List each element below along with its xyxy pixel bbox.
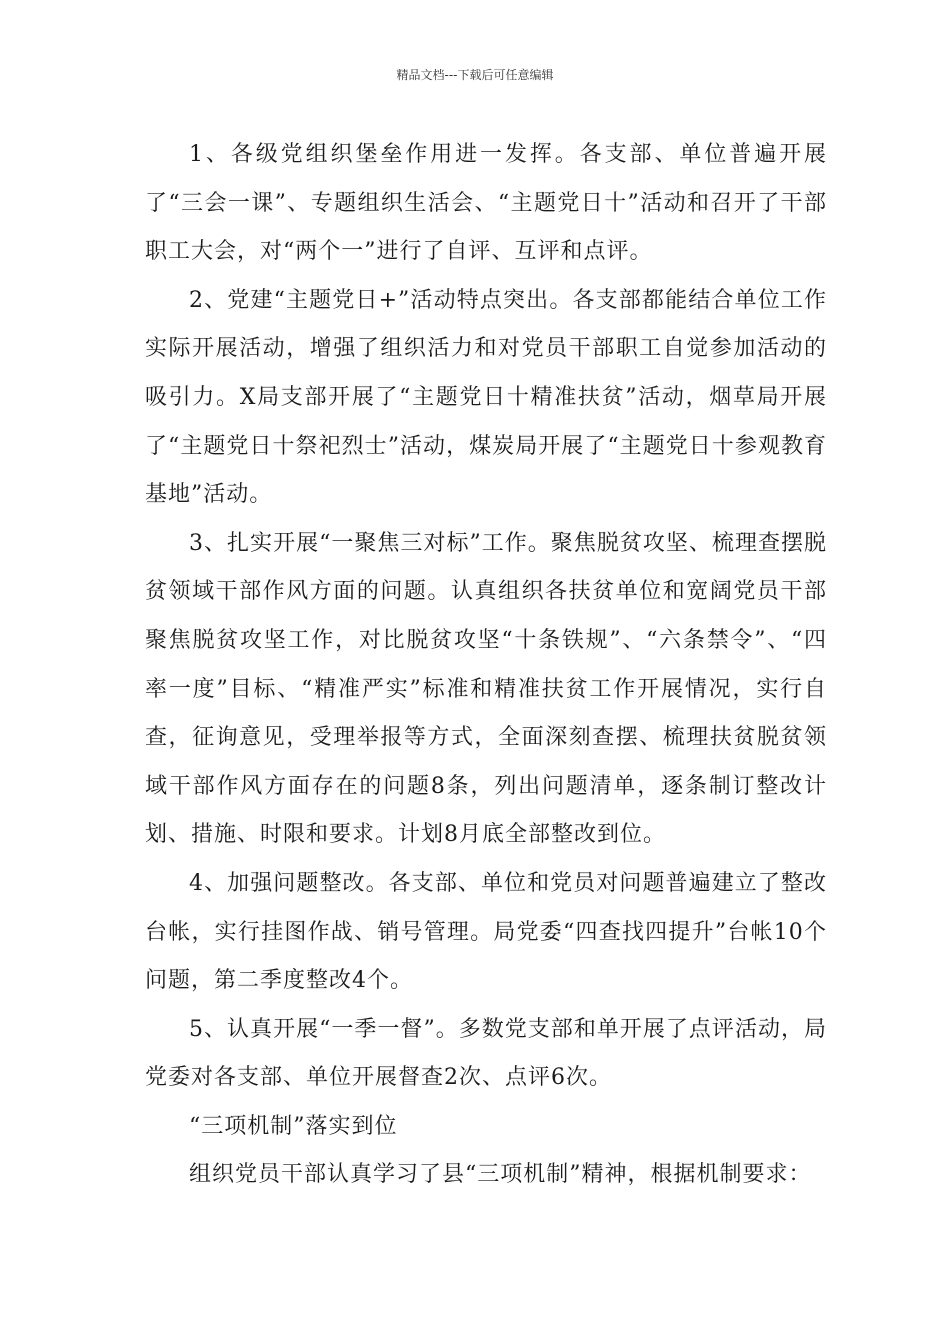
document-body [145,131,827,1200]
section-heading: “三项机制”落实到位 [189,1113,398,1139]
page-header: 精品文档---下载后可任意编辑 [396,68,554,82]
paragraph-3: 3、扎实开展“一聚焦三对标”工作。聚焦脱贫攻坚、梳理查摆脱贫领域干部作风方面的问题。认真组织各扶贫单位和宽阔党员干部聚焦脱贫攻坚工作，对比脱贫攻坚“十条铁规”、“六条禁令”、“四率一度”目标、“精准严实”标准和精准扶贫工作开展情况，实行自查，征询意见，受理举报等方式，全面深刻查摆、梳理扶贫脱贫领域干部作风方面存在的问题8条，列出问题清单，逐条制订整改计划、措施、时限和要求。计划8月底全部整改到位。 [145,530,827,848]
paragraph-1: 1、各级党组织堡垒作用进一发挥。各支部、单位普遍开展了“三会一课”、专题组织生活会、“主题党日十”活动和召开了干部职工大会，对“两个一”进行了自评、互评和点评。 [145,142,827,265]
paragraph-5: 5、认真开展“一季一督”。多数党支部和单开展了点评活动，局党委对各支部、单位开展督查2次、点评6次。 [145,1016,827,1091]
paragraph-6: 组织党员干部认真学习了县“三项机制”精神，根据机制要求： [189,1162,812,1188]
paragraph-4: 4、加强问题整改。各支部、单位和党员对问题普遍建立了整改台帐，实行挂图作战、销号管理。局党委“四查找四提升”台帐10个问题，第二季度整改4个。 [145,870,827,994]
paragraph-2: 2、党建“主题党日+”活动特点突出。各支部都能结合单位工作实际开展活动，增强了组织活力和对党员干部职工自觉参加活动的吸引力。X局支部开展了“主题党日十精准扶贫”活动，烟草局开展了“主题党日十祭祀烈士”活动，煤炭局开展了“主题党日十参观教育基地”活动。 [145,287,827,508]
